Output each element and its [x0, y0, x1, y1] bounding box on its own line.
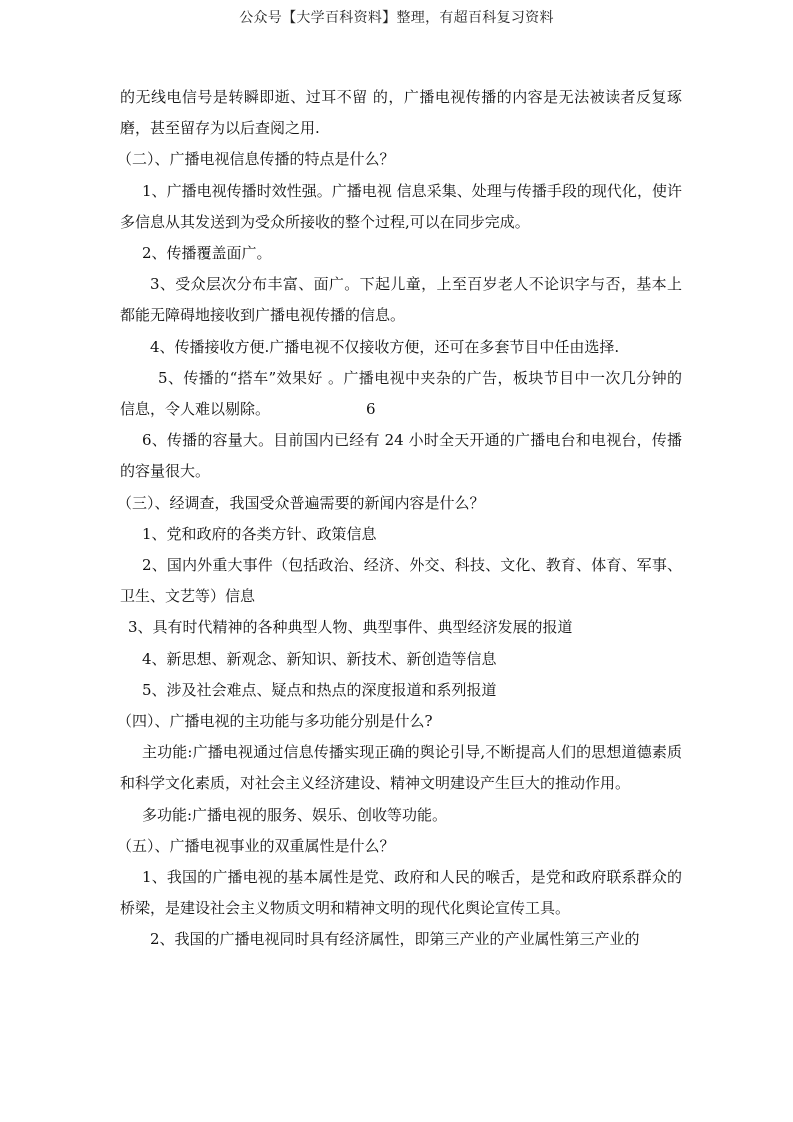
list-item-4: 4、传播接收方便.广播电视不仅接收方便，还可在多套节目中任由选择.: [150, 337, 620, 356]
list-item-5: [120, 363, 682, 425]
news-item-1: 1、党和政府的各类方针、政策信息: [142, 524, 377, 543]
attribute-item-1: 1、我国的广播电视的基本属性是党、政府和人民的喉舌，是党和政府联系群众的桥梁，是建设社会主义物质文明和精神文明的现代化舆论宣传工具。: [120, 868, 682, 918]
list-item-5-text: 5、传播的“搭车”效果好 。广播电视中夹杂的广告，板块节目中一次几分钟的信息，令人难以剔除。: [120, 368, 682, 419]
list-item-1: 1、广播电视传播时效性强。广播电视 信息采集、处理与传播手段的现代化，使许多信息从其发送到为受众所接收的整个过程,可以在同步完成。: [120, 181, 682, 231]
news-item-3: 3、具有时代精神的各种典型人物、典型事件、典型经济发展的报道: [128, 618, 573, 637]
page-header: 公众号【大学百科资料】整理，有超百科复习资料: [239, 10, 554, 26]
page-number: 6: [366, 400, 376, 419]
list-item-3: 3、受众层次分布丰富、面广。下起儿童，上至百岁老人不论识字与否，基本上都能无障碍地接收到广播电视传播的信息。: [120, 275, 682, 325]
question-heading-4: （四）、广播电视的主功能与多功能分别是什么?: [117, 712, 433, 731]
list-item-2: 2、传播覆盖面广。: [142, 244, 272, 263]
news-item-5: 5、涉及社会难点、疑点和热点的深度报道和系列报道: [142, 680, 497, 699]
news-item-4: 4、新思想、新观念、新知识、新技术、新创造等信息: [142, 649, 497, 668]
attribute-item-2: 2、我国的广播电视同时具有经济属性，即第三产业的产业属性第三产业的: [150, 930, 640, 949]
list-item-6: 6、传播的容量大。目前国内已经有 24 小时全天开通的广播电台和电视台，传播的容量很大。: [120, 431, 682, 481]
question-heading-3: （三）、经调查，我国受众普遍需要的新闻内容是什么？: [117, 493, 485, 512]
news-item-2: 2、国内外重大事件（包括政治、经济、外交、科技、文化、教育、体育、军事、卫生、文艺等）信息: [120, 556, 682, 606]
multi-function-paragraph: 多功能:广播电视的服务、娱乐、创收等功能。: [142, 805, 448, 824]
question-heading-2: （二）、广播电视信息传播的特点是什么？: [117, 150, 395, 169]
paragraph-continuation: 的无线电信号是转瞬即逝、过耳不留 的，广播电视传播的内容是无法被读者反复琢磨，甚至留存为以后查阅之用.: [120, 88, 682, 138]
main-function-paragraph: 主功能:广播电视通过信息传播实现正确的舆论引导,不断提高人们的思想道德素质和科学文化素质，对社会主义经济建设、精神文明建设产生巨大的推动作用。: [120, 743, 682, 793]
document-body: [117, 82, 682, 956]
question-heading-5: （五）、广播电视事业的双重属性是什么？: [117, 836, 395, 855]
